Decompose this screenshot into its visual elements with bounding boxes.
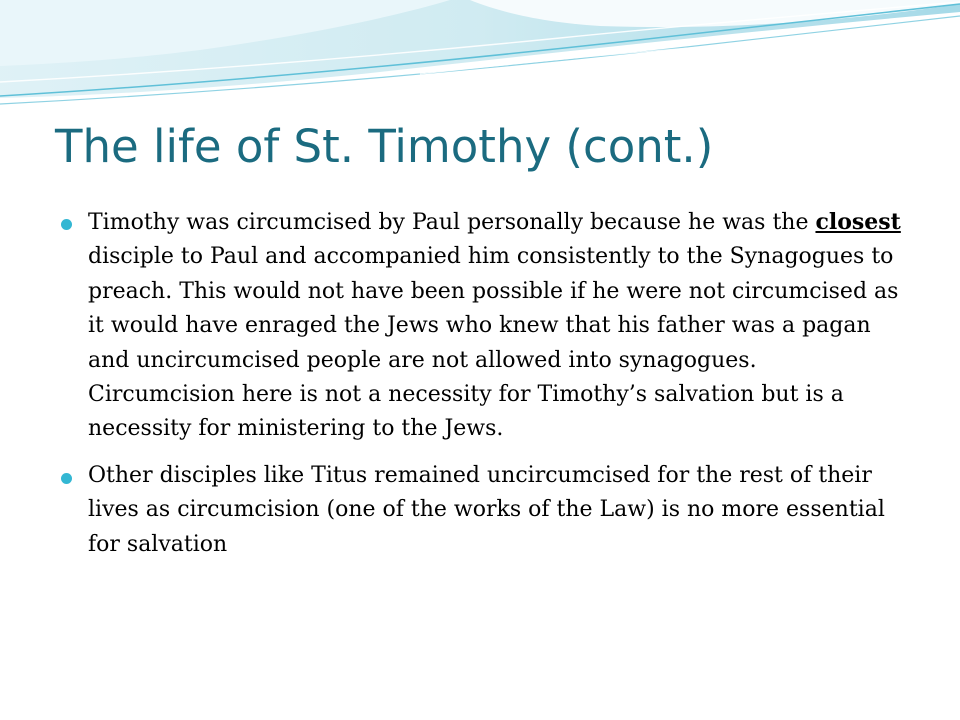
slide-title: The life of St. Timothy (cont.) [55, 120, 714, 173]
bullet-1-text-end: disciple to Paul and accompanied him consistently to the Synagogues to preach. This would not have been possible if he were not circumcised as it would have enraged the Jews who knew that his father was a pagan and uncircumcised people are not allowed into synagogues. Circumcision here is not a necessity for Timothy’s salvation but is a necessity for ministering to the Jews. [88, 244, 899, 442]
bullet-1-text-start: Timothy was circumcised by Paul personally because he was the [88, 210, 816, 235]
bullet-item-2 [88, 459, 903, 562]
bullet-item-1 [88, 205, 903, 447]
bullet-list [88, 205, 903, 574]
bullet-1-emphasis: closest [815, 209, 901, 235]
wave-header-decoration [0, 0, 960, 110]
bullet-dot-icon [61, 219, 72, 230]
bullet-dot-icon [61, 473, 72, 484]
bullet-2-text: Other disciples like Titus remained uncircumcised for the rest of their lives as circumcision (one of the works of the Law) is no more essential for salvation [88, 462, 885, 557]
